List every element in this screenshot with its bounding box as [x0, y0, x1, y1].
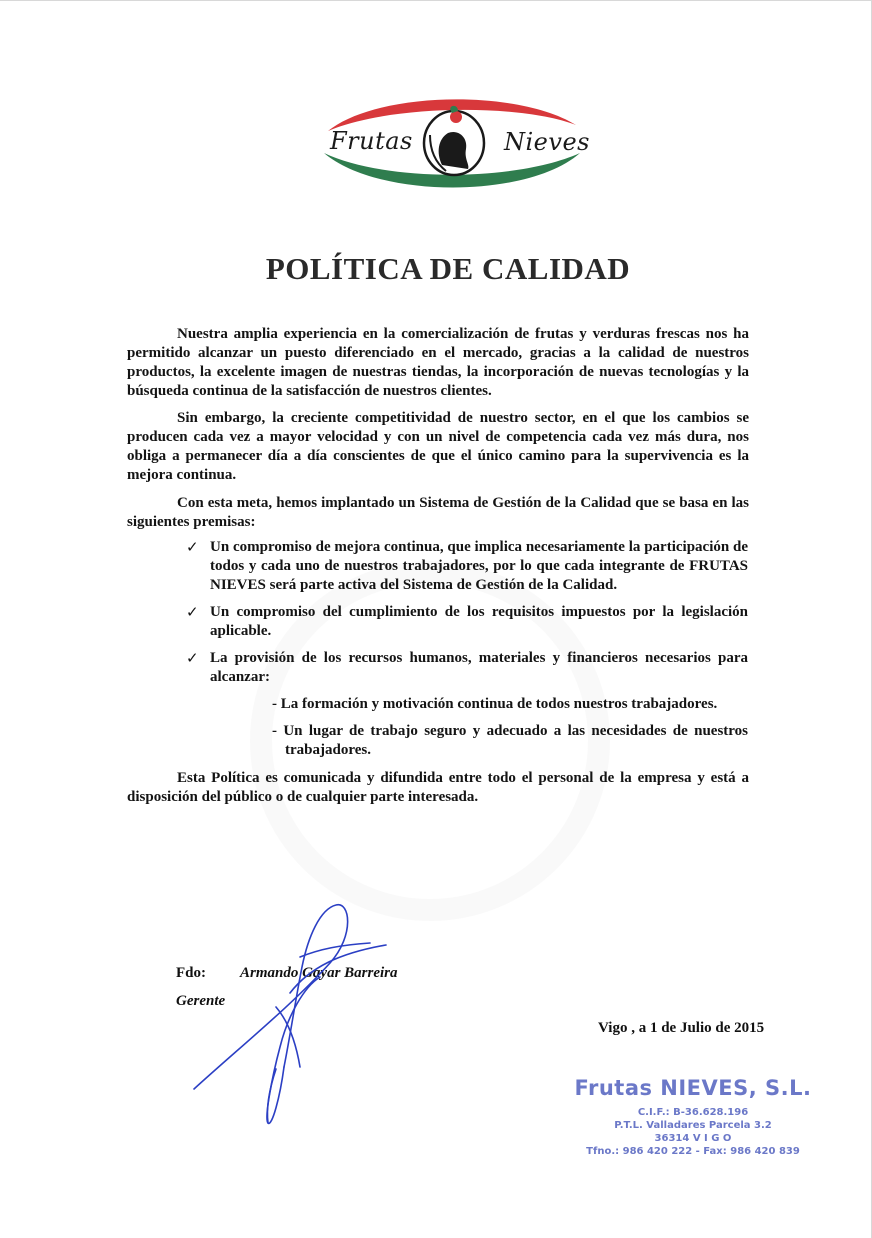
paragraph-premises-intro-text: Con esta meta, hemos implantado un Sistema de Gestión de la Calidad que se basa en las siguientes premisas:: [127, 495, 749, 530]
sub-item: [272, 695, 748, 714]
stamp-phone: Tfno.: 986 420 222 - Fax: 986 420 839: [586, 1146, 800, 1157]
logo-word-nieves: Nieves: [504, 128, 590, 156]
paragraph-intro-text: Nuestra amplia experiencia en la comercialización de frutas y verduras frescas nos ha permitido alcanzar un puesto diferenciado en el mercado, gracias a la calidad de nuestros productos, la excelente imagen de nuestras tiendas, la incorporación de nuevas tecnologías y la búsqueda continua de la satisfacción de nuestros clientes.: [127, 326, 749, 399]
check-icon: ✓: [186, 603, 199, 621]
check-icon: ✓: [186, 649, 199, 667]
handwritten-signature: [180, 897, 400, 1137]
company-stamp: [560, 1076, 826, 1158]
signatory-name: Armando Gayar Barreira: [240, 965, 398, 981]
premise-text: La provisión de los recursos humanos, materiales y financieros necesarios para alcanzar:: [210, 650, 748, 685]
paragraph-closing: [127, 769, 749, 807]
stamp-cif: C.I.F.: B-36.628.196: [637, 1107, 749, 1118]
page-title: POLÍTICA DE CALIDAD: [265, 251, 631, 286]
premise-item: [186, 649, 748, 687]
premise-item: [186, 538, 748, 595]
premise-text: Un compromiso de mejora continua, que implica necesariamente la participación de todos y cada uno de nuestros trabajadores, por lo que cada integrante de FRUTAS NIEVES será parte activa del Sistema de Gestión de la Calidad.: [210, 539, 748, 593]
place-and-date: Vigo , a 1 de Julio de 2015: [598, 1020, 765, 1036]
paragraph-closing-text: Esta Política es comunicada y difundida entre todo el personal de la empresa y está a disposición del público o de cualquier parte interesada.: [127, 770, 749, 805]
company-logo: [318, 95, 590, 195]
paragraph-competition-text: Sin embargo, la creciente competitividad de nuestro sector, en el que los cambios se producen cada vez a mayor velocidad y con un nivel de competencia cada vez más dura, nos obliga a permanecer día a día conscientes de que el único camino para la supervivencia es la mejora continua.: [127, 410, 749, 483]
premise-text: Un compromiso del cumplimiento de los requisitos impuestos por la legislación aplicable.: [210, 604, 748, 639]
sub-item-text: - La formación y motivación continua de todos nuestros trabajadores.: [272, 696, 718, 712]
paragraph-intro: [127, 325, 749, 401]
sub-item: [272, 722, 748, 760]
logo-word-frutas: Frutas: [330, 127, 413, 155]
stamp-address: P.T.L. Valladares Parcela 3.2: [614, 1120, 772, 1131]
paragraph-competition: [127, 409, 749, 485]
signatory-role: Gerente: [176, 993, 226, 1009]
fruit-figure-emblem-icon: [424, 106, 484, 175]
stamp-city: 36314 V I G O: [654, 1133, 732, 1144]
premise-item: [186, 603, 748, 641]
check-icon: ✓: [186, 538, 199, 556]
sub-item-text: - Un lugar de trabajo seguro y adecuado a las necesidades de nuestros trabajadores.: [272, 723, 748, 758]
stamp-company-name: Frutas NIEVES, S.L.: [574, 1076, 812, 1100]
signature-label: Fdo:: [176, 965, 206, 981]
paragraph-premises-intro: [127, 494, 749, 532]
